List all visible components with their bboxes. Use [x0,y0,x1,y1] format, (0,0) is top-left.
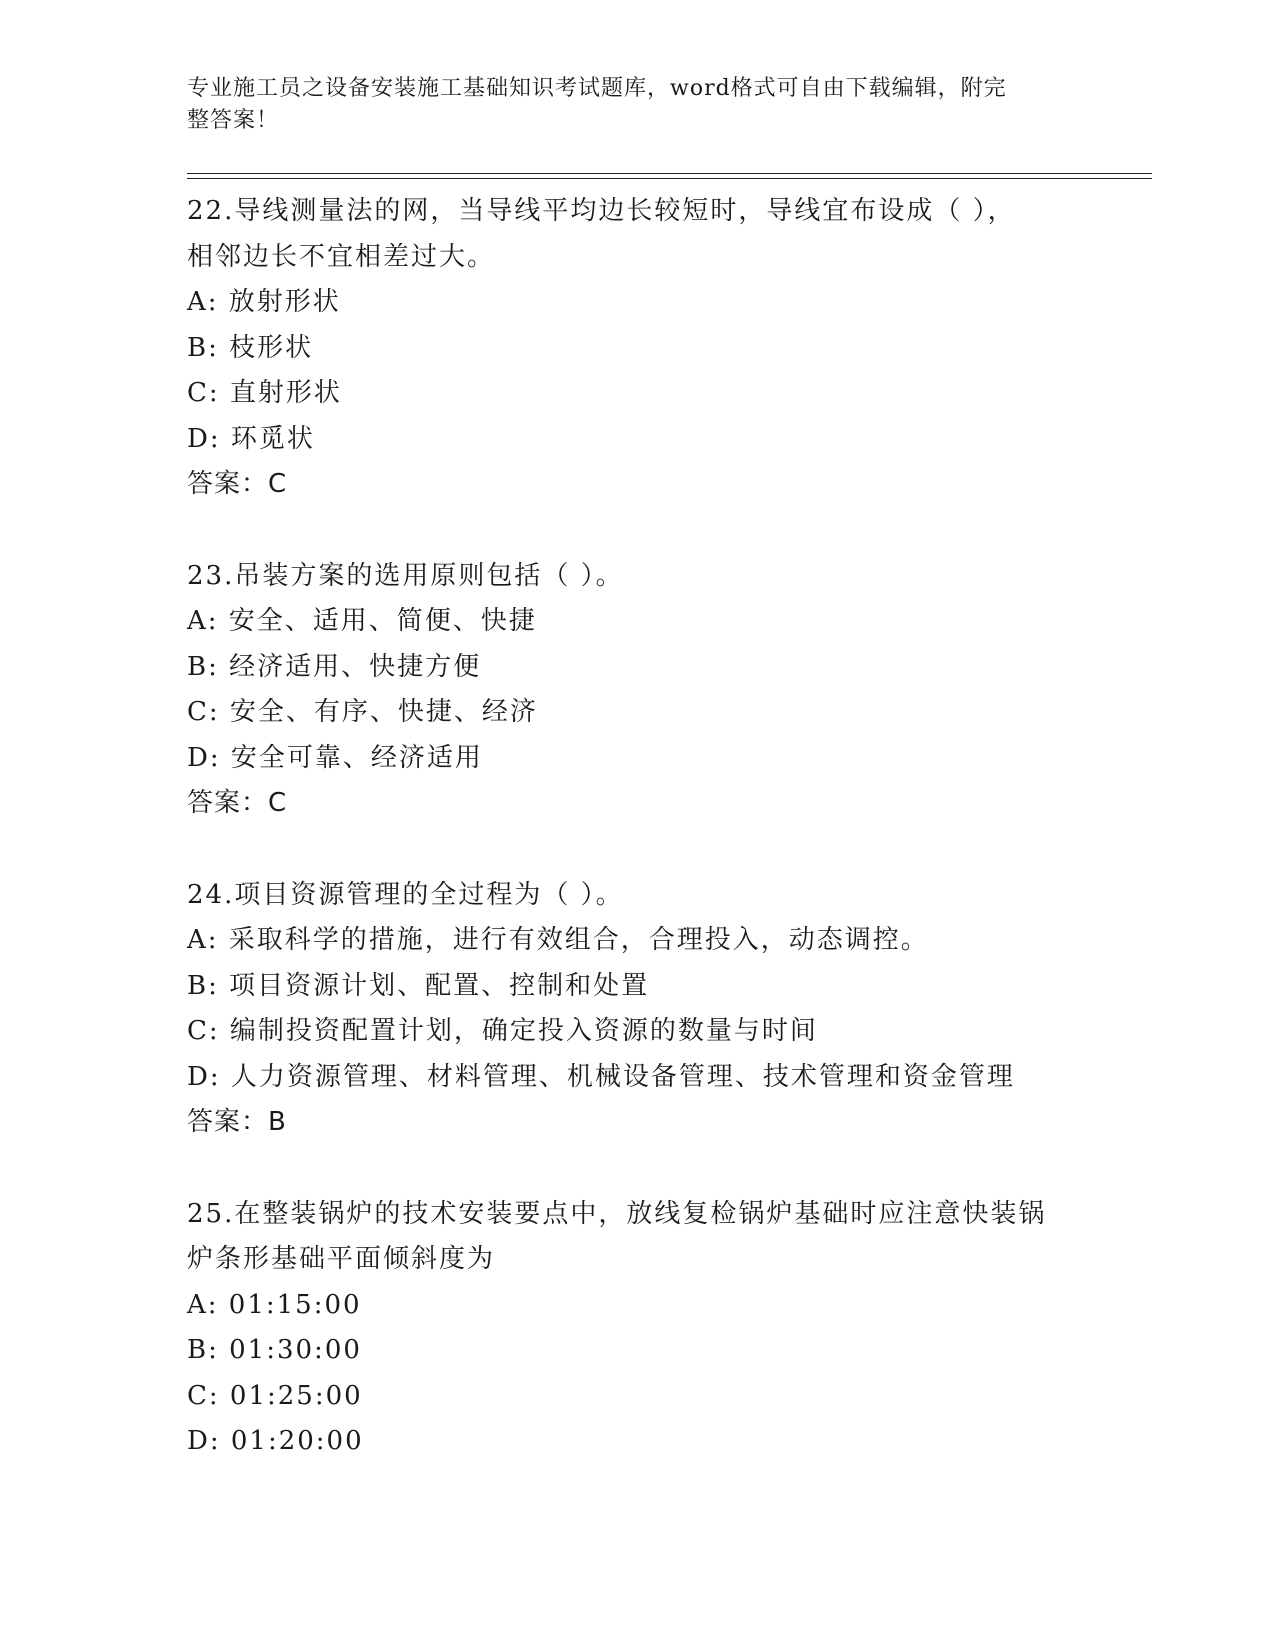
option-b: B: 01:30:00 [187,1335,362,1365]
header-line-2: 整答案！ [187,108,280,133]
option-d: D: 01:20:00 [187,1426,364,1456]
question-stem-line: 炉条形基础平面倾斜度为 [187,1244,496,1274]
option-c: C: 编制投资配置计划，确定投入资源的数量与时间 [187,1016,818,1046]
document-header [187,73,1067,137]
header-divider-bottom [187,178,1152,179]
question-stem-line: 相邻边长不宜相差过大。 [187,241,496,272]
answer: 答案：B [187,1107,287,1137]
option-a: A: 放射形状 [187,287,341,317]
option-b: B: 项目资源计划、配置、控制和处置 [187,970,650,1001]
header-divider-top [187,173,1152,174]
option-c: C: 安全、有序、快捷、经济 [187,697,538,727]
question-stem-line: 24.项目资源管理的全过程为（ ）。 [187,879,624,910]
option-d: D: 安全可靠、经济适用 [187,742,483,773]
answer: 答案：C [187,469,288,499]
question-stem-line: 23.吊装方案的选用原则包括（ ）。 [187,560,624,591]
question-23 [187,554,1087,827]
question-24 [187,873,1087,1146]
option-b: B: 经济适用、快捷方便 [187,651,482,682]
option-a: A: 01:15:00 [187,1289,362,1320]
option-a: A: 安全、适用、简便、快捷 [187,606,537,636]
question-stem-line: 22.导线测量法的网，当导线平均边长较短时，导线宜布设成（ ）， [187,196,1016,226]
question-list [187,189,1087,1511]
option-c: C: 直射形状 [187,378,342,408]
question-stem-line: 25.在整装锅炉的技术安装要点中，放线复检锅炉基础时应注意快装锅 [187,1198,1047,1229]
option-a: A: 采取科学的措施，进行有效组合，合理投入，动态调控。 [187,925,929,955]
option-b: B: 枝形状 [187,332,314,363]
option-c: C: 01:25:00 [187,1380,363,1411]
option-d: D: 环觅状 [187,423,315,454]
question-22 [187,189,1087,508]
option-d: D: 人力资源管理、材料管理、机械设备管理、技术管理和资金管理 [187,1061,1015,1092]
answer: 答案：C [187,788,288,818]
header-line-1: 专业施工员之设备安装施工基础知识考试题库，word格式可自由下载编辑，附完 [187,76,1007,101]
question-25 [187,1192,1087,1465]
